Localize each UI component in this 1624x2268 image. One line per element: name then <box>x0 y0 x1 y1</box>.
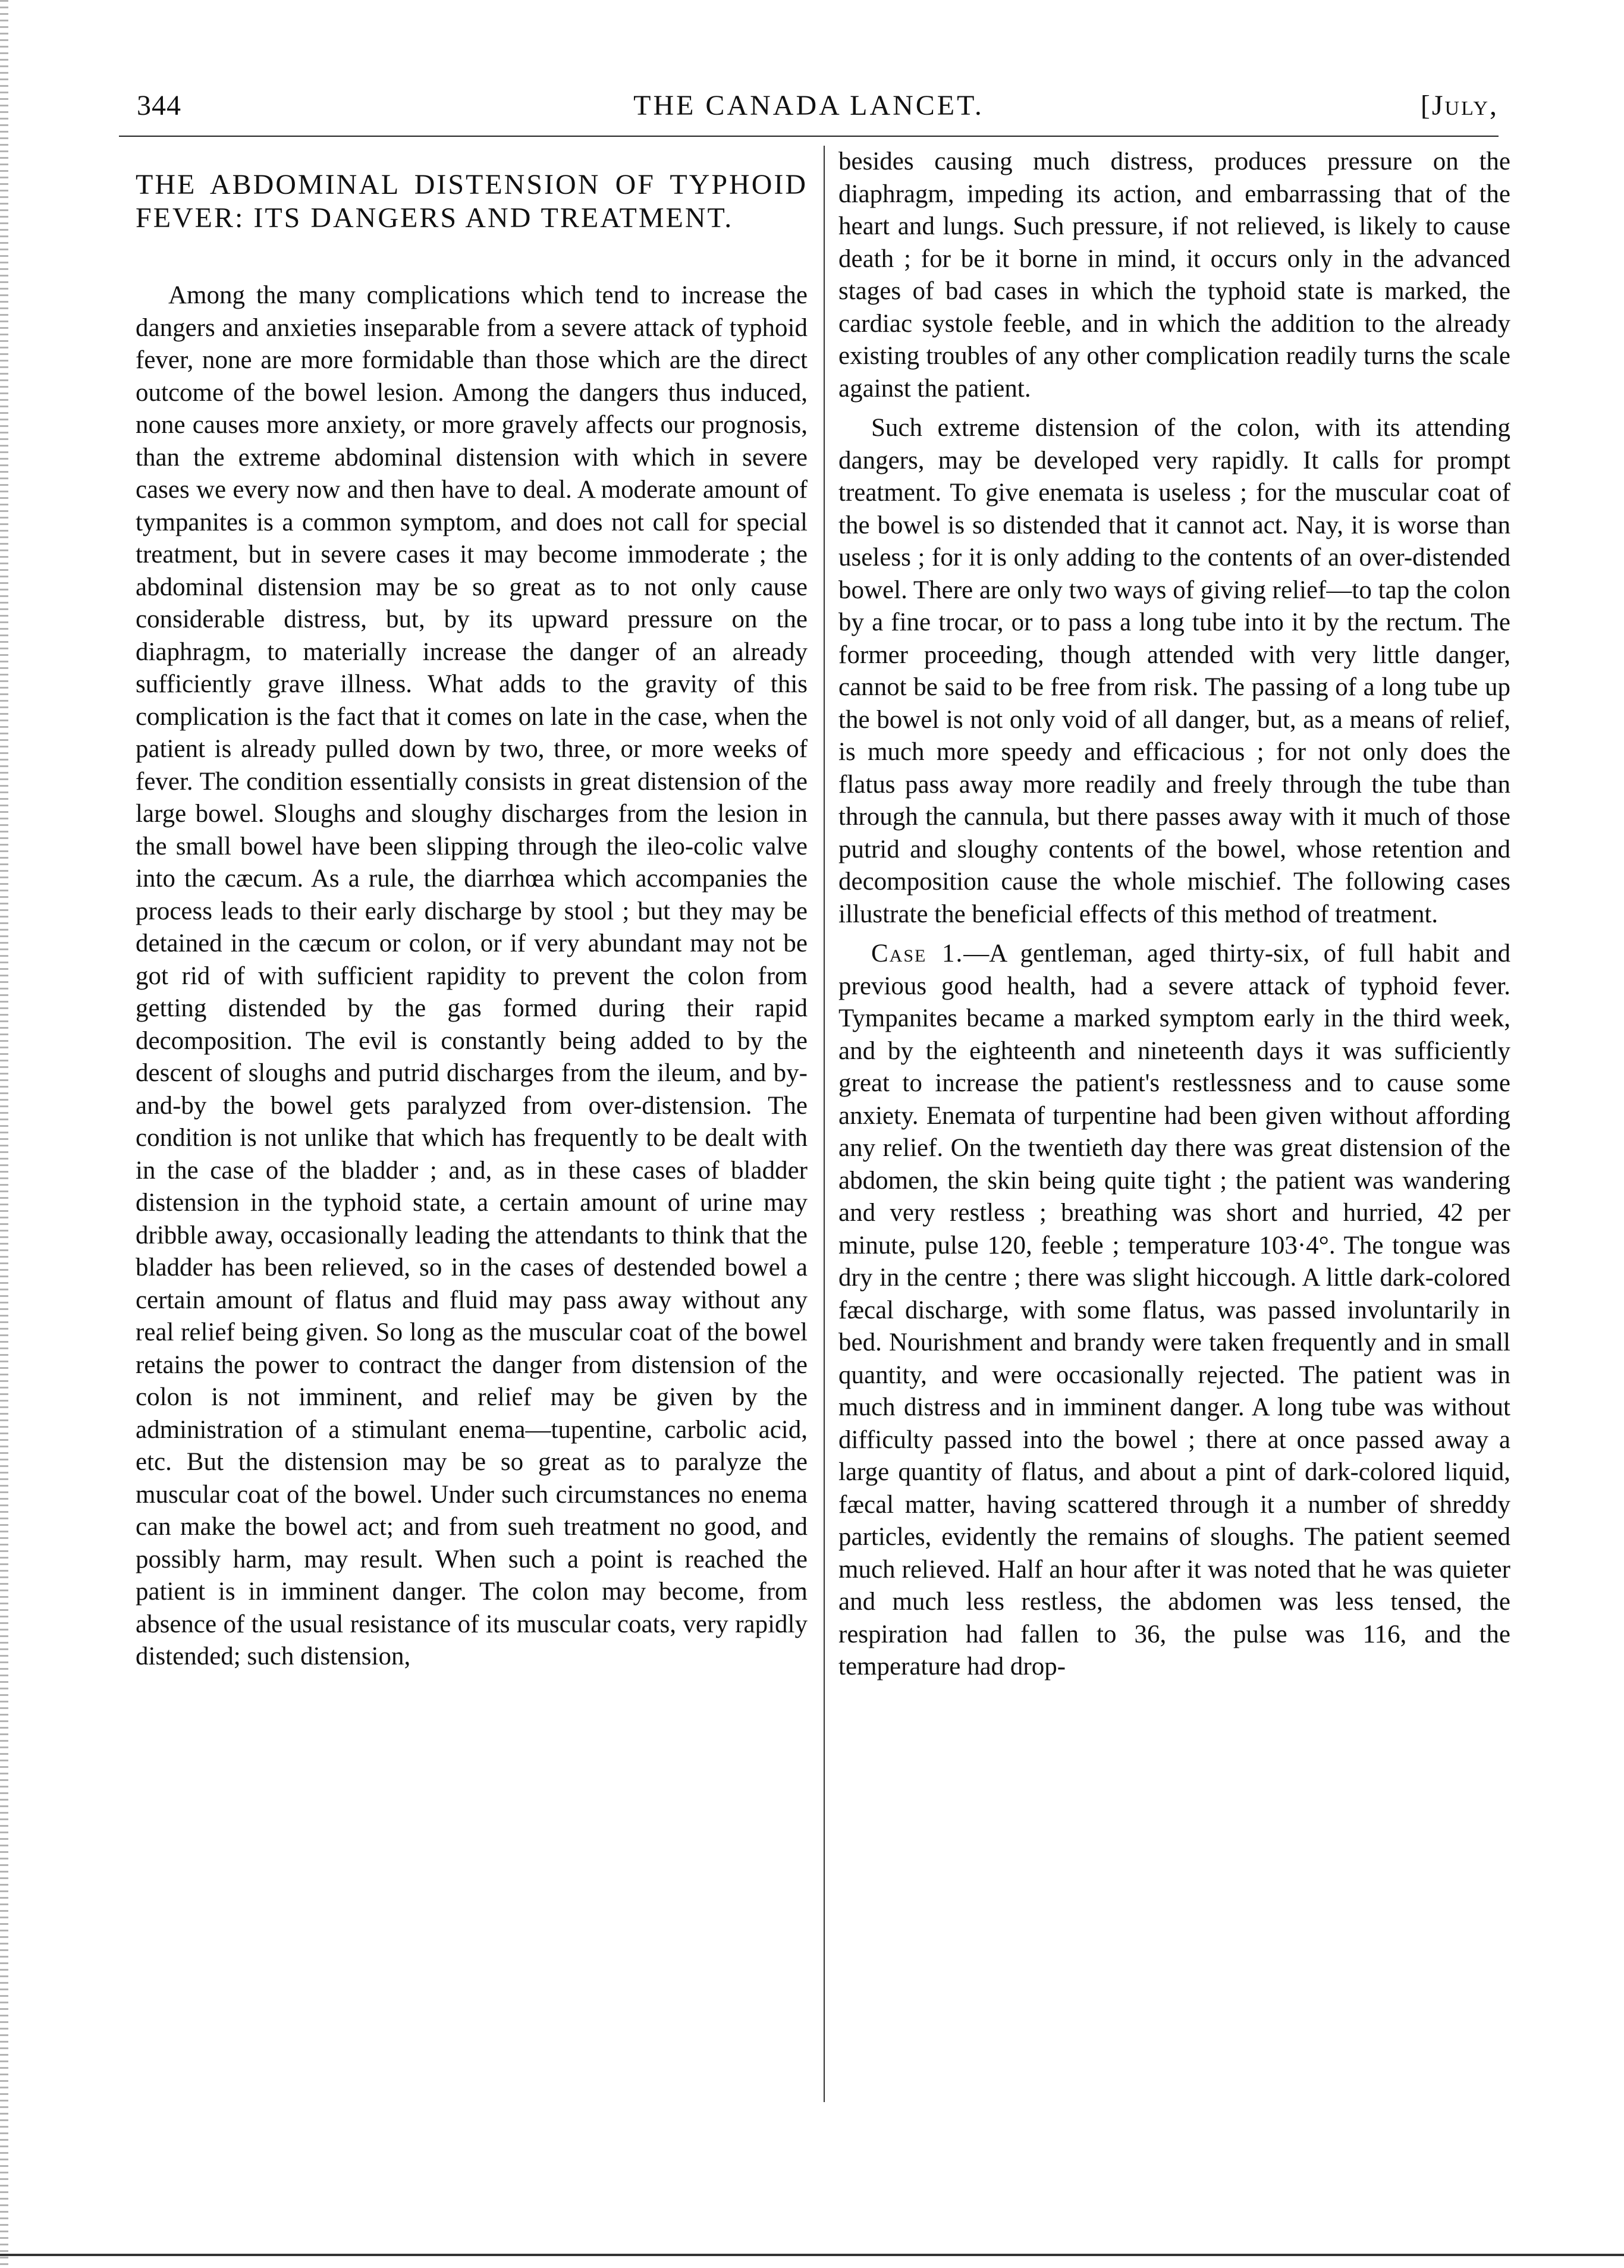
page-number: 344 <box>137 90 181 121</box>
page-bottom-edge <box>0 2254 1624 2256</box>
binding-edge <box>0 0 8 2268</box>
header-divider <box>119 136 1499 137</box>
article-title: THE ABDOMINAL DISTENSION OF TYPHOID FEVER: ITS DANGERS AND TREATMENT. <box>136 169 808 234</box>
left-column <box>136 146 808 1673</box>
right-column <box>838 146 1510 1683</box>
issue-month: [July, <box>1420 90 1499 121</box>
running-header <box>119 89 1499 137</box>
case-paragraph <box>838 938 1510 1683</box>
body-paragraph: Such extreme distension of the colon, with its attending dangers, may be developed very rapidly. It calls for prompt treatment. To give enemata is useless ; for the muscular coat of the bowel is so distended that it cannot act. Nay, it is worse than useless ; for it is only adding to the contents of an over-distended bowel. There are only two ways of giving relief—to tap the colon by a fine trocar, or to pass a long tube into it by the rectum. The former proceeding, though attended with very little danger, cannot be said to be free from risk. The passing of a long tube up the bowel is not only void of all danger, but, as a means of relief, is much more speedy and efficacious ; for not only does the flatus pass away more readily and freely through the tube than through the cannula, but there passes away with it much of those putrid and sloughy contents of the bowel, whose retention and decomposition cause the whole mischief. The following cases illustrate the beneficial effects of this method of treatment. <box>838 414 1510 928</box>
case-text: —A gentleman, aged thirty-six, of full habit and previous good health, had a severe attack of typhoid fever. Tympanites became a marked symptom early in the third week, and by the eighteenth and nineteenth days it was sufficiently great to increase the patient's restlessness and to cause some anxiety. Enemata of turpentine had been given without affording any relief. On the twentieth day there was great distension of the abdomen, the skin being quite tight ; the patient was wandering and very restless ; breathing was short and hurried, 42 per minute, pulse 120, feeble ; temperature 103·4°. The tongue was dry in the centre ; there was slight hiccough. A little dark-colored fæcal discharge, with some flatus, was passed involuntarily in bed. Nourishment and brandy were taken frequently and in small quantity, and were occasionally rejected. The patient was in much distress and in imminent danger. A long tube was without difficulty passed into the bowel ; there at once passed away a large quantity of flatus, and about a pint of dark-colored liquid, fæcal matter, having scattered through it a number of shreddy particles, evidently the remains of sloughs. The patient seemed much relieved. Half an hour after it was noted that he was quieter and much less restless, the abdomen was less tensed, the respiration had fallen to 36, the pulse was 116, and the temperature had drop- <box>838 940 1510 1680</box>
journal-title: THE CANADA LANCET. <box>633 90 984 121</box>
body-paragraph: besides causing much distress, produces pressure on the diaphragm, impeding its action, and embarrassing that of the heart and lungs. Such pressure, if not relieved, is likely to cause death ; for be it borne in mind, it occurs only in the advanced stages of bad cases in which the typhoid state is marked, the cardiac systole feeble, and in which the addition to the already existing troubles of any other complication readily turns the scale against the patient. <box>838 147 1510 403</box>
column-divider <box>824 146 825 2102</box>
body-paragraph: Among the many complications which tend to increase the dangers and anxieties inseparable from a severe attack of typhoid fever, none are more formidable than those which are the direct outcome of the bowel lesion. Among the dangers thus induced, none causes more anxiety, or more gravely affects our prognosis, than the extreme abdominal distension with which in severe cases we every now and then have to deal. A moderate amount of tympanites is a common symptom, and does not call for special treatment, but in severe cases it may become immoderate ; the abdominal distension may be so great as to not only cause considerable distress, but, by its upward pressure on the diaphragm, to materially increase the danger of an already sufficiently grave illness. What adds to the gravity of this complication is the fact that it comes on late in the case, when the patient is already pulled down by two, three, or more weeks of fever. The condition essentially consists in great distension of the large bowel. Sloughs and sloughy discharges from the lesion in the small bowel have been slipping through the ileo-colic valve into the cæcum. As a rule, the diarrhœa which accompanies the process leads to their early discharge by stool ; but they may be detained in the cæcum or colon, or if very abundant may not be got rid of with sufficient rapidity to prevent the colon from getting distended by the gas formed during their rapid decomposition. The evil is constantly being added to by the descent of sloughs and putrid discharges from the ileum, and by-and-by the bowel gets paralyzed from over-distension. The condition is not unlike that which has frequently to be dealt with in the case of the bladder ; and, as in these cases of bladder distension in the typhoid state, a certain amount of urine may dribble away, occasionally leading the attendants to think that the bladder has been relieved, so in the cases of destended bowel a certain amount of flatus and fluid may pass away without any real relief being given. So long as the muscular coat of the bowel retains the power to contract the danger from distension of the colon is not imminent, and relief may be given by the administration of a stimulant enema—tupentine, carbolic acid, etc. But the distension may be so great as to paralyze the muscular coat of the bowel. Under such circumstances no enema can make the bowel act; and from sueh treatment no good, and possibly harm, may result. When such a point is reached the patient is in imminent danger. The colon may become, from absence of the usual resistance of its muscular coats, very rapidly distended; such distension, <box>136 281 808 1670</box>
case-label: Case 1. <box>871 940 964 967</box>
